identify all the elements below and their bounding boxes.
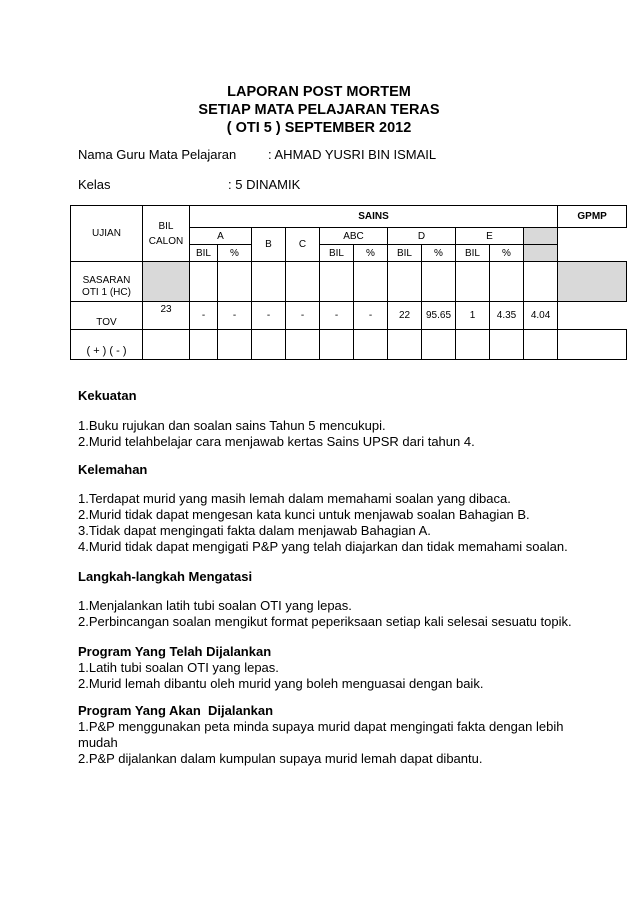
mengatasi-item-1: 1.Menjalankan latih tubi soalan OTI yang lepas.: [78, 598, 352, 613]
sasaran-line2: OTI 1 (HC): [82, 287, 131, 298]
bil-calon-line1: BIL: [158, 220, 174, 232]
table-cell: [558, 262, 627, 302]
class-value: : 5 DINAMIK: [228, 177, 301, 192]
table-cell: [490, 262, 524, 302]
tov-gpmp: 4.04: [524, 302, 558, 330]
tov-b: -: [252, 302, 286, 330]
table-cell: [143, 262, 190, 302]
kekuatan-item-2: 2.Murid telahbelajar cara menjawab kertas Sains UPSR dari tahun 4.: [78, 434, 475, 449]
kelemahan-item-3: 3.Tidak dapat mengingati fakta dalam menjawab Bahagian A.: [78, 523, 431, 538]
table-cell: [558, 330, 627, 360]
table-cell: [354, 330, 388, 360]
grade-a-header: A: [190, 228, 252, 245]
bil-calon-line2: CALON: [148, 235, 184, 247]
table-cell: [490, 330, 524, 360]
kekuatan-item-1: 1.Buku rujukan dan soalan sains Tahun 5 mencukupi.: [78, 418, 386, 433]
subject-header: SAINS: [190, 206, 558, 228]
grade-e-header: E: [456, 228, 524, 245]
tov-row-label: TOV: [71, 302, 143, 330]
tov-a-pct: -: [218, 302, 252, 330]
mengatasi-heading: Langkah-langkah Mengatasi: [78, 569, 253, 584]
gpmp-blank-cell: [524, 228, 558, 245]
sasaran-row-label: [71, 262, 143, 302]
akan-item-1: 1.P&P menggunakan peta minda supaya murid dapat mengingati fakta dengan lebih: [78, 719, 564, 734]
tov-c: -: [286, 302, 320, 330]
d-bil-subheader: BIL: [388, 245, 422, 262]
kelemahan-item-4: 4.Murid tidak dapat mengigati P&P yang telah diajarkan dan tidak memahami soalan.: [78, 539, 568, 554]
report-title-line2: SETIAP MATA PELAJARAN TERAS: [198, 102, 440, 118]
akan-item-2: 2.P&P dijalankan dalam kumpulan supaya murid lemah dapat dibantu.: [78, 751, 483, 766]
table-cell: [143, 330, 190, 360]
table-cell: [456, 262, 490, 302]
grade-c-header: C: [286, 228, 320, 262]
kelemahan-heading: Kelemahan: [78, 462, 148, 477]
class-label: Kelas: [78, 177, 111, 192]
abc-pct-subheader: %: [354, 245, 388, 262]
akan-heading: Program Yang Akan Dijalankan: [78, 703, 274, 718]
tov-calon: 23: [143, 302, 190, 330]
telah-item-1: 1.Latih tubi soalan OTI yang lepas.: [78, 660, 279, 675]
ujian-header: UJIAN: [71, 206, 143, 262]
table-cell: [218, 262, 252, 302]
teacher-label: Nama Guru Mata Pelajaran: [78, 147, 237, 162]
table-cell: [354, 262, 388, 302]
abc-bil-subheader: BIL: [320, 245, 354, 262]
table-cell: [422, 262, 456, 302]
tov-d-pct: 95.65: [422, 302, 456, 330]
sasaran-line1: SASARAN: [82, 275, 131, 286]
kelemahan-item-2: 2.Murid tidak dapat mengesan kata kunci untuk menjawab soalan Bahagian B.: [78, 507, 530, 522]
mengatasi-item-2: 2.Perbincangan soalan mengikut format peperiksaan setiap kali selesai sesuatu topik.: [78, 614, 572, 629]
report-title-line1: LAPORAN POST MORTEM: [227, 84, 411, 100]
tov-abc-pct: -: [354, 302, 388, 330]
telah-heading: Program Yang Telah Dijalankan: [78, 644, 272, 659]
gpmp-header: GPMP: [558, 206, 627, 228]
tov-a-bil: -: [190, 302, 218, 330]
tov-abc-bil: -: [320, 302, 354, 330]
tov-e-bil: 1: [456, 302, 490, 330]
bil-calon-header: [143, 206, 190, 262]
table-cell: [320, 262, 354, 302]
telah-item-2: 2.Murid lemah dibantu oleh murid yang boleh menguasai dengan baik.: [78, 676, 484, 691]
grade-d-header: D: [388, 228, 456, 245]
table-cell: [422, 330, 456, 360]
table-cell: [252, 262, 286, 302]
table-cell: [286, 330, 320, 360]
a-pct-subheader: %: [218, 245, 252, 262]
kekuatan-heading: Kekuatan: [78, 388, 137, 403]
table-cell: [456, 330, 490, 360]
kelemahan-item-1: 1.Terdapat murid yang masih lemah dalam memahami soalan yang dibaca.: [78, 491, 511, 506]
table-cell: [190, 262, 218, 302]
d-pct-subheader: %: [422, 245, 456, 262]
tov-e-pct: 4.35: [490, 302, 524, 330]
akan-item-1-cont: mudah: [78, 735, 118, 750]
gpmp-blank-cell: [524, 245, 558, 262]
report-title-line3: ( OTI 5 ) SEPTEMBER 2012: [226, 120, 412, 136]
table-cell: [218, 330, 252, 360]
table-cell: [286, 262, 320, 302]
grade-abc-header: ABC: [320, 228, 388, 245]
tov-d-bil: 22: [388, 302, 422, 330]
e-pct-subheader: %: [490, 245, 524, 262]
plusminus-row-label: ( + ) ( - ): [71, 330, 143, 360]
e-bil-subheader: BIL: [456, 245, 490, 262]
table-cell: [524, 262, 558, 302]
table-cell: [320, 330, 354, 360]
table-cell: [252, 330, 286, 360]
results-table: [70, 205, 627, 360]
table-cell: [388, 262, 422, 302]
teacher-value: : AHMAD YUSRI BIN ISMAIL: [268, 147, 437, 162]
table-cell: [388, 330, 422, 360]
a-bil-subheader: BIL: [190, 245, 218, 262]
grade-b-header: B: [252, 228, 286, 262]
table-cell: [524, 330, 558, 360]
table-cell: [190, 330, 218, 360]
